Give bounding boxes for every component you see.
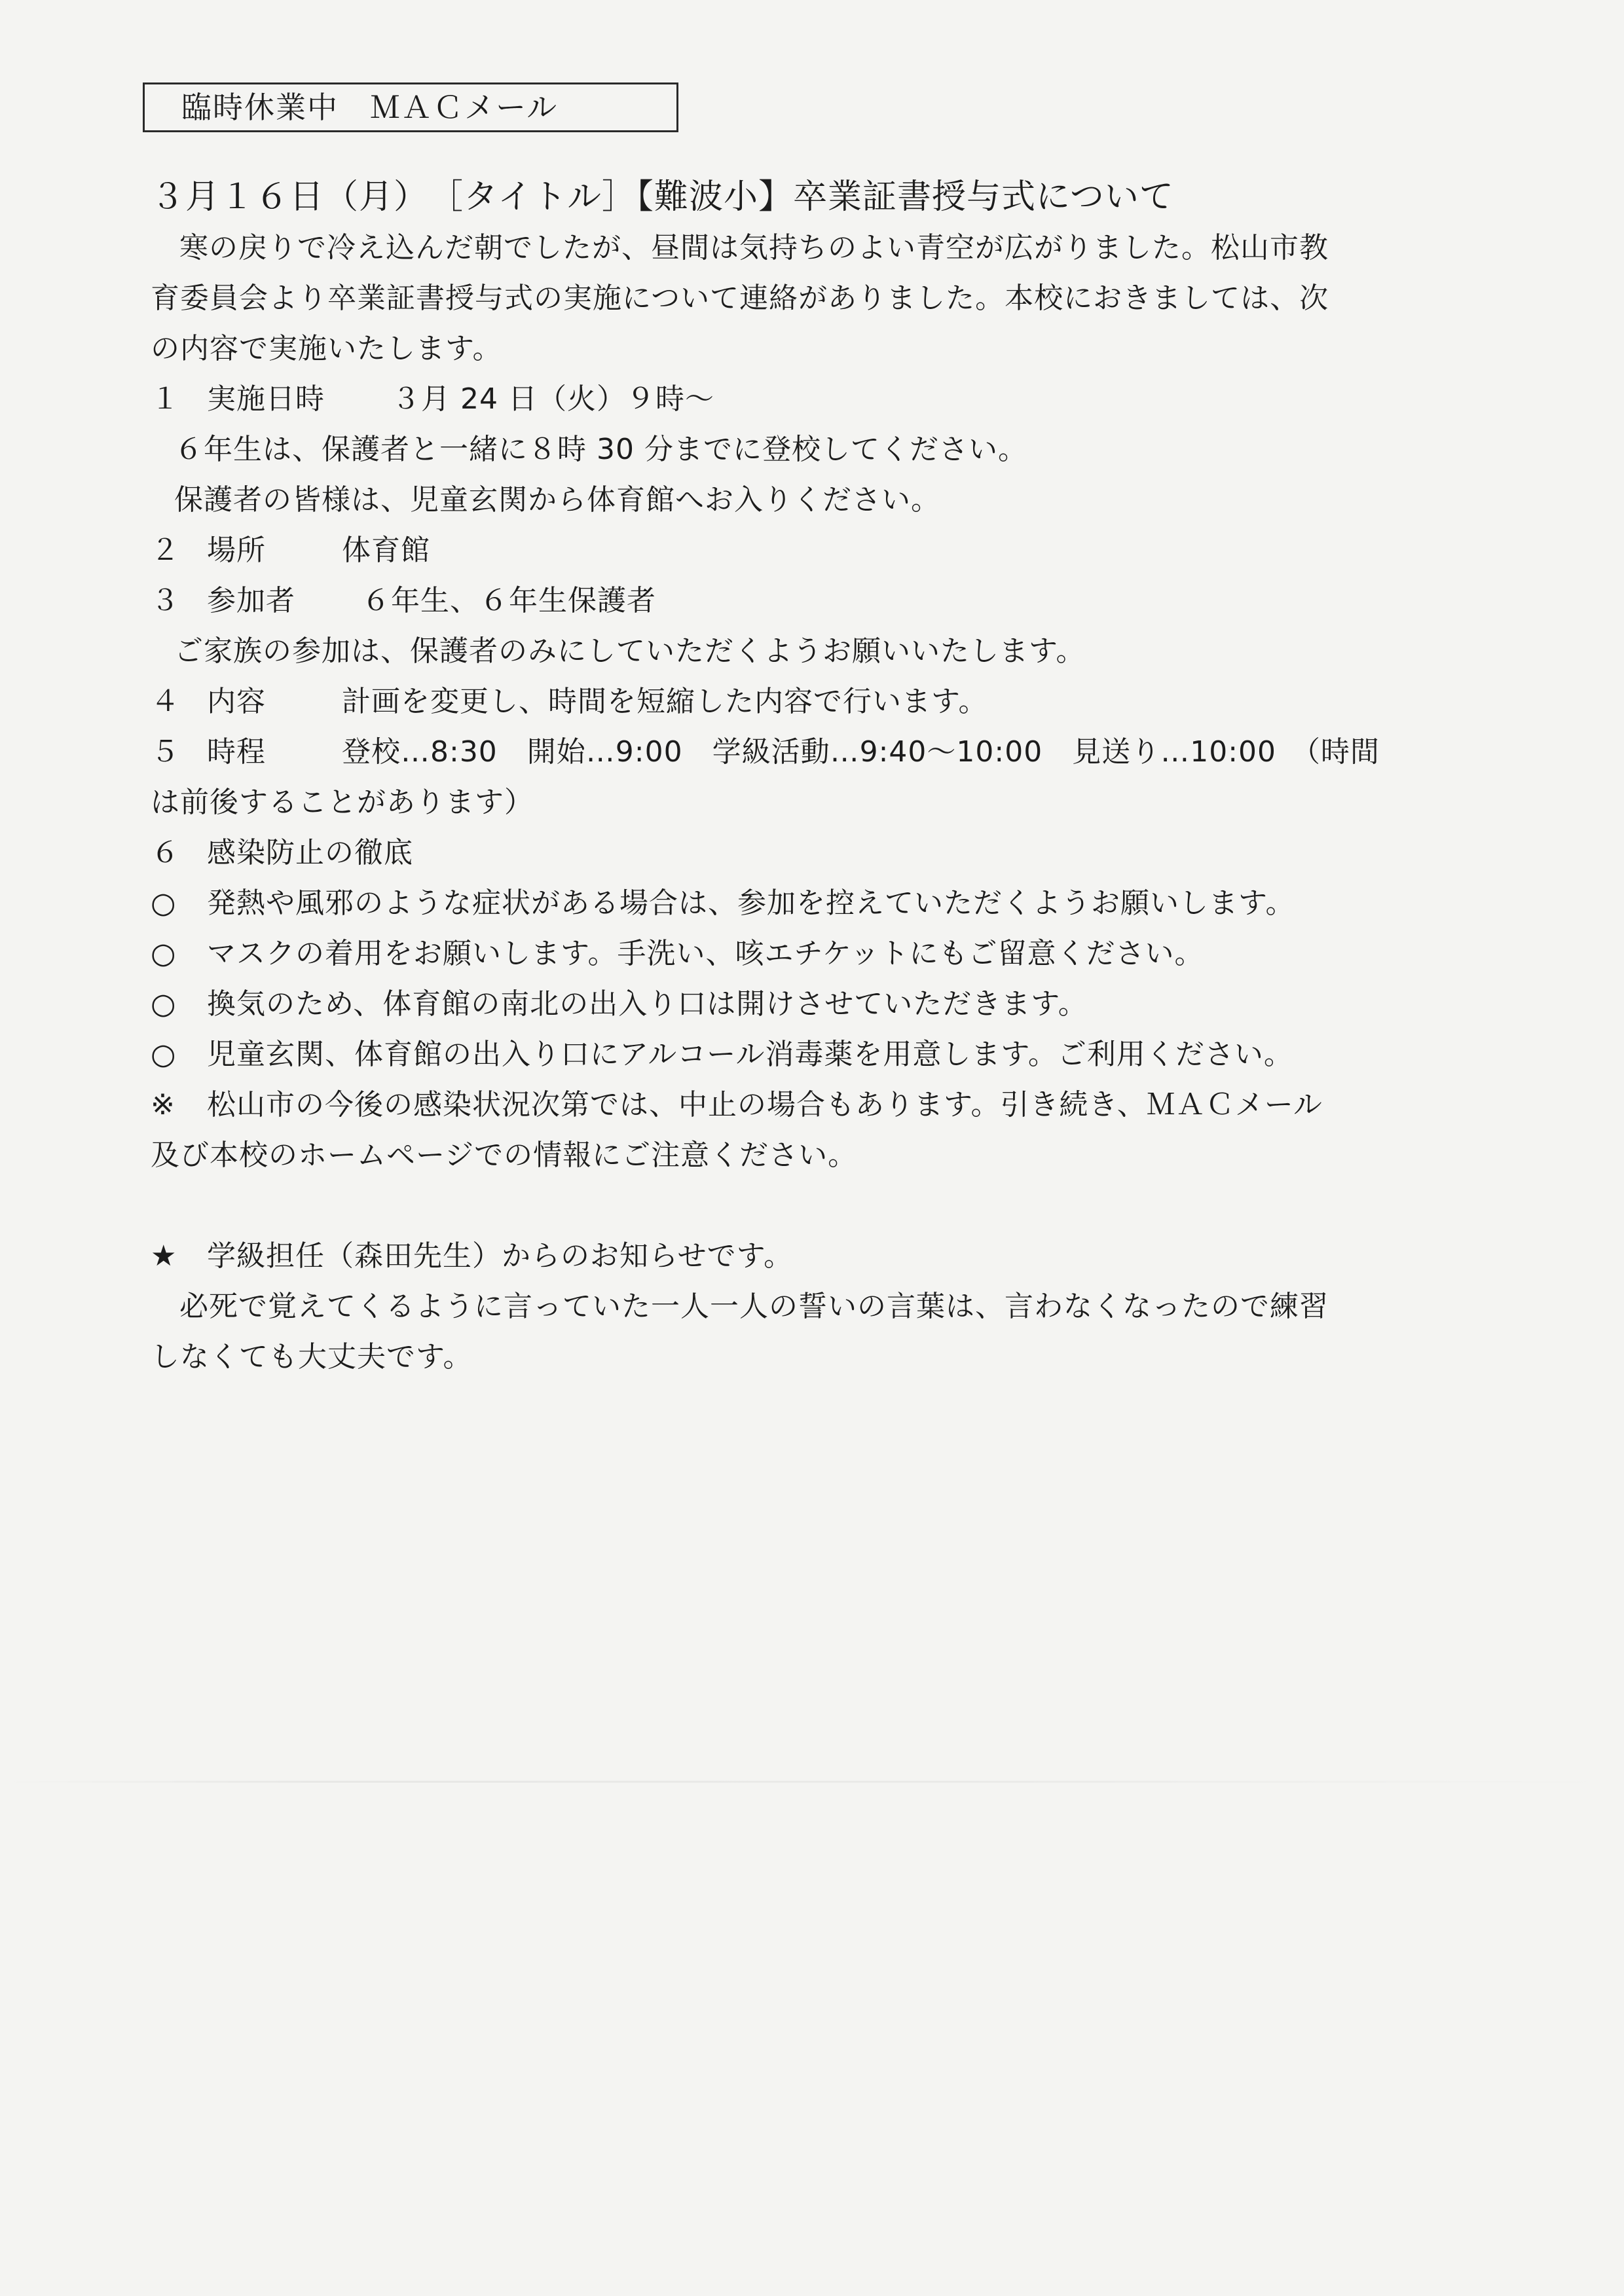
item-content [151,676,1460,727]
item-value: ３月 24 日（火）９時～ [392,382,714,416]
reference-mark-icon: ※ [151,1088,175,1121]
bullet-circle-icon: ○ [151,937,177,970]
item-number: ２ [151,534,180,567]
bullet-circle-icon: ○ [151,886,177,920]
item-label: 場所 [207,534,266,567]
item-label: 内容 [207,685,266,718]
notice [151,1080,1460,1130]
item-number: ４ [151,685,180,718]
item-value: 体育館 [342,534,430,567]
intro-line: 寒の戻りで冷え込んだ朝でしたが、昼間は気持ちのよい青空が広がりました。松山市教 [179,231,1329,264]
bullet-text: 換気のため、体育館の南北の出入り口は開けさせていただきます。 [207,987,1088,1021]
bullet-text: 発熱や風邪のような症状がある場合は、参加を控えていただくようお願いします。 [207,886,1295,920]
item-note: 保護者の皆様は、児童玄関から体育館へお入りください。 [174,483,940,517]
item-value: 計画を変更し、時間を短縮した内容で行います。 [342,685,988,718]
teacher-message-line: 必死で覚えてくるように言っていた一人一人の誓いの言葉は、言わなくなったので練習 [179,1290,1329,1323]
item-continuation: は前後することがあります） [151,786,534,819]
notice-text: 松山市の今後の感染状況次第では、中止の場合もあります。引き続き、ＭＡＣメール [207,1088,1323,1121]
bullet-item [151,979,1460,1029]
notice-continuation: 及び本校のホームページでの情報にご注意ください。 [151,1139,858,1172]
item-note: ６年生は、保護者と一緒に８時 30 分までに登校してください。 [174,433,1027,466]
scan-artifact-line [0,1781,1624,1783]
item-label: 時程 [207,735,266,769]
item-number: ６ [151,836,180,869]
item-number: ５ [151,735,180,769]
spacer [151,1180,1460,1231]
document-body [151,223,1460,1382]
bullet-circle-icon: ○ [151,987,177,1021]
item-number: ３ [151,584,180,617]
teacher-heading [151,1231,1460,1281]
item-value: 登校…8:30 開始…9:00 学級活動…9:40～10:00 見送り…10:00 （時間 [342,735,1380,769]
bullet-circle-icon: ○ [151,1038,177,1071]
bullet-item [151,1029,1460,1080]
item-date [151,374,1460,424]
item-place [151,525,1460,575]
bullet-text: 児童玄関、体育館の出入り口にアルコール消毒薬を用意します。ご利用ください。 [207,1038,1293,1071]
bullet-item [151,928,1460,979]
intro-line: の内容で実施いたします。 [151,332,502,365]
bullet-text: マスクの着用をお願いします。手洗い、咳エチケットにもご留意ください。 [207,937,1204,970]
star-icon: ★ [151,1239,177,1273]
item-label: 感染防止の徹底 [207,836,413,869]
item-number: １ [151,382,180,416]
bullet-item [151,878,1460,928]
intro-line: 育委員会より卒業証書授与式の実施について連絡がありました。本校におきましては、次 [151,282,1329,315]
item-note: ご家族の参加は、保護者のみにしていただくようお願いいたします。 [174,634,1086,668]
item-value: ６年生、６年生保護者 [361,584,656,617]
item-schedule [151,727,1460,777]
document-title: ３月１６日（月） ［タイトル］【難波小】卒業証書授与式について [151,177,1174,217]
teacher-heading-text: 学級担任（森田先生）からのお知らせです。 [207,1239,794,1273]
header-label-box [143,82,678,132]
item-participants [151,575,1460,626]
header-label: 臨時休業中 ＭＡＣメール [181,90,559,125]
item-label: 参加者 [207,584,295,617]
item-prevention [151,828,1460,878]
teacher-message-line: しなくても大丈夫です。 [151,1340,473,1374]
item-label: 実施日時 [207,382,325,416]
